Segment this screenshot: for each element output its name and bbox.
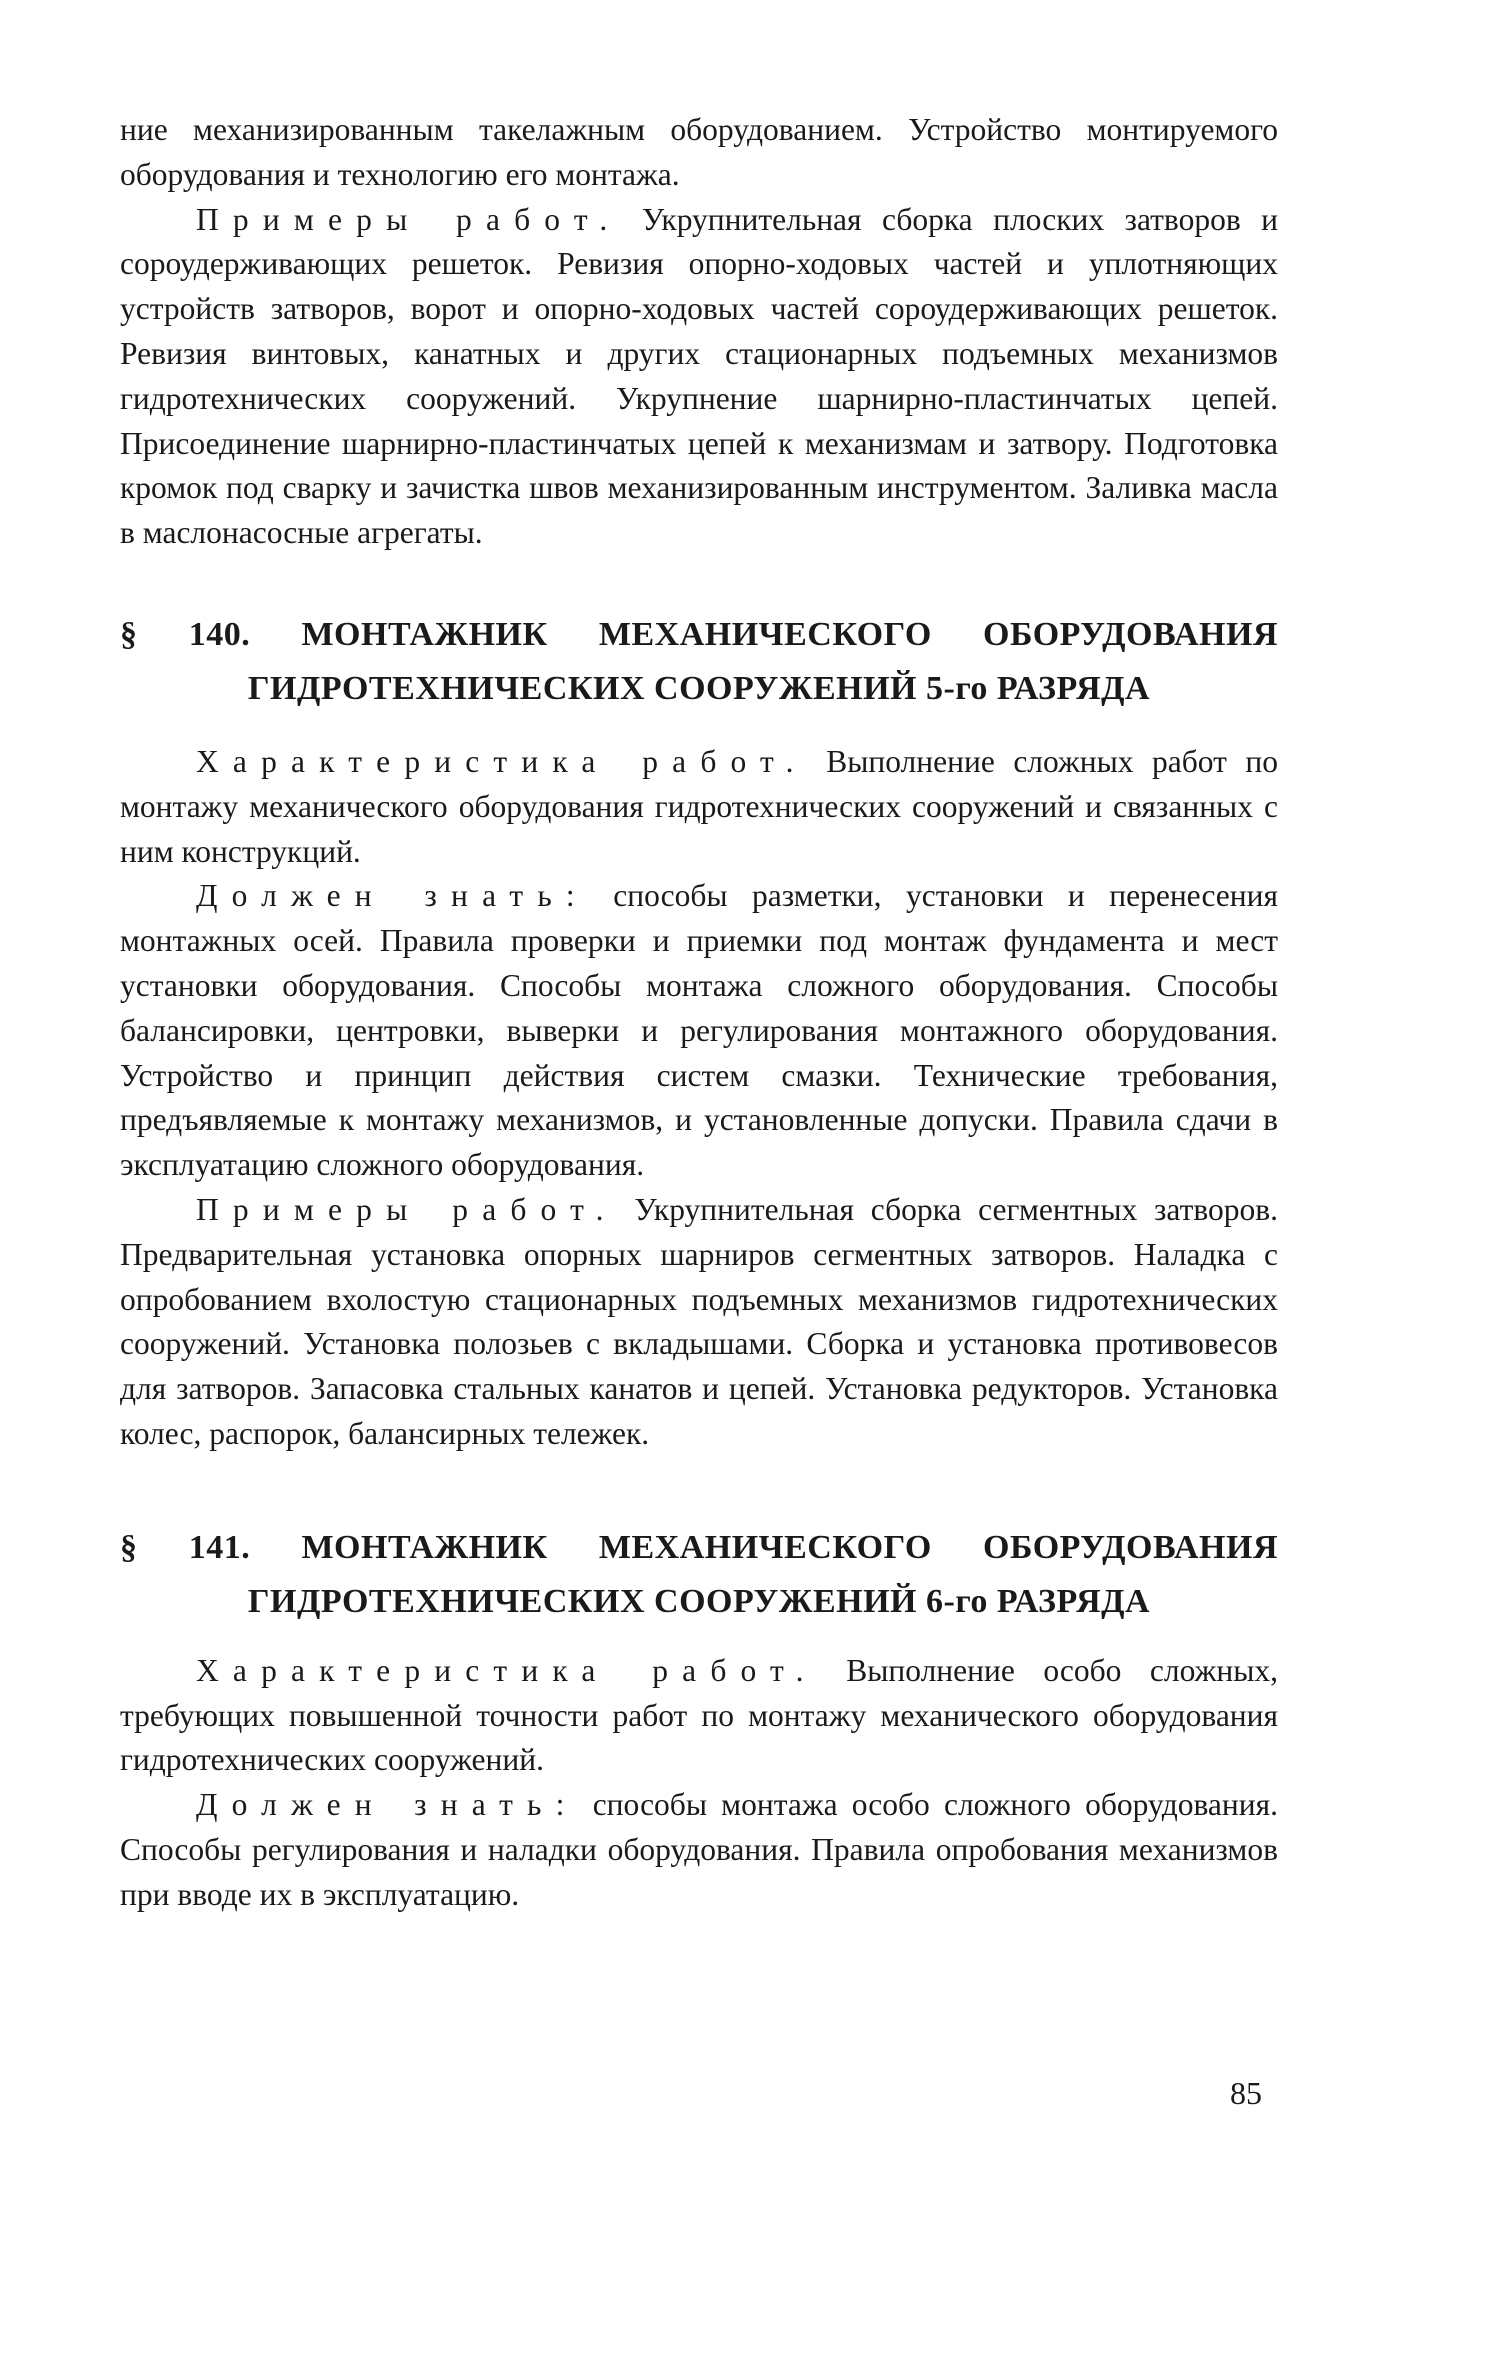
knowledge-label: Должен знать: <box>196 878 589 914</box>
knowledge-text: способы монтажа особо сложного оборудования. Способы регулирования и наладки оборудования. Правила опробования механизмов при вводе их в эксплуатацию. <box>120 1787 1278 1912</box>
characteristic-text: Выполнение сложных работ по монтажу механического оборудования гидротехнических сооружений и связанных с ним конструкций. <box>120 743 1278 869</box>
section-141-characteristic-paragraph <box>120 1649 1278 1783</box>
knowledge-text: способы разметки, установки и перенесения монтажных осей. Правила проверки и приемки под монтаж фундамента и мест установки оборудования. Способы монтажа сложного оборудования. Способы балансировки, центровки, выверки и регулирования монтажного оборудования. Устройство и принцип действия систем смазки. Технические требования, предъявляемые к монтажу механизмов, и установленные допуски. Правила сдачи в эксплуатацию сложного оборудования. <box>120 878 1278 1183</box>
examples-label: Примеры работ. <box>196 1191 618 1227</box>
section-140-title-line2: ГИДРОТЕХНИЧЕСКИХ СООРУЖЕНИЙ 5-го РАЗРЯДА <box>247 669 1151 707</box>
knowledge-label: Должен знать: <box>196 1787 579 1823</box>
section-140-knowledge-paragraph <box>120 874 1278 1188</box>
section-141-title-line1: § 141. МОНТАЖНИК МЕХАНИЧЕСКОГО ОБОРУДОВАНИЯ <box>120 1528 1278 1566</box>
page-body <box>120 108 1278 1918</box>
section-141-heading <box>120 1521 1278 1629</box>
section-141-title-line2: ГИДРОТЕХНИЧЕСКИХ СООРУЖЕНИЙ 6-го РАЗРЯДА <box>247 1582 1151 1620</box>
characteristic-text: Выполнение особо сложных, требующих повышенной точности работ по монтажу механического оборудования гидротехнических сооружений. <box>120 1652 1278 1778</box>
section-140-title-line1: § 140. МОНТАЖНИК МЕХАНИЧЕСКОГО ОБОРУДОВАНИЯ <box>120 615 1278 653</box>
characteristic-label: Характеристика работ. <box>196 743 808 779</box>
page-number: 85 <box>1230 2075 1262 2111</box>
characteristic-label: Характеристика работ. <box>196 1652 818 1688</box>
section-140-examples-paragraph <box>120 1188 1278 1457</box>
examples-text: Укрупнительная сборка сегментных затворов. Предварительная установка опорных шарниров сегментных затворов. Наладка с опробованием вхолостую стационарных подъемных механизмов гидротехнических сооружений. Установка полозьев с вкладышами. Сборка и установка противовесов для затворов. Запасовка стальных канатов и цепей. Установка редукторов. Установка колес, распорок, балансирных тележек. <box>120 1191 1278 1451</box>
section-140-characteristic-paragraph <box>120 740 1278 874</box>
intro-examples-paragraph <box>120 198 1278 556</box>
intro-continuation-paragraph: ние механизированным такелажным оборудованием. Устройство монтируемого оборудования и технологию его монтажа. <box>120 112 1278 192</box>
section-141-knowledge-paragraph <box>120 1783 1278 1917</box>
section-140-heading <box>120 608 1278 716</box>
examples-text: Укрупнительная сборка плоских затворов и сороудерживающих решеток. Ревизия опорно-ходовых частей и уплотняющих устройств затворов, ворот и опорно-ходовых частей сороудерживающих решеток. Ревизия винтовых, канатных и других стационарных подъемных механизмов гидротехнических сооружений. Укрупнение шарнирно-пластинчатых цепей. Присоединение шарнирно-пластинчатых цепей к механизмам и затвору. Подготовка кромок под сварку и зачистка швов механизированным инструментом. Заливка масла в маслонасосные агрегаты. <box>120 201 1278 551</box>
examples-label: Примеры работ. <box>196 201 622 237</box>
